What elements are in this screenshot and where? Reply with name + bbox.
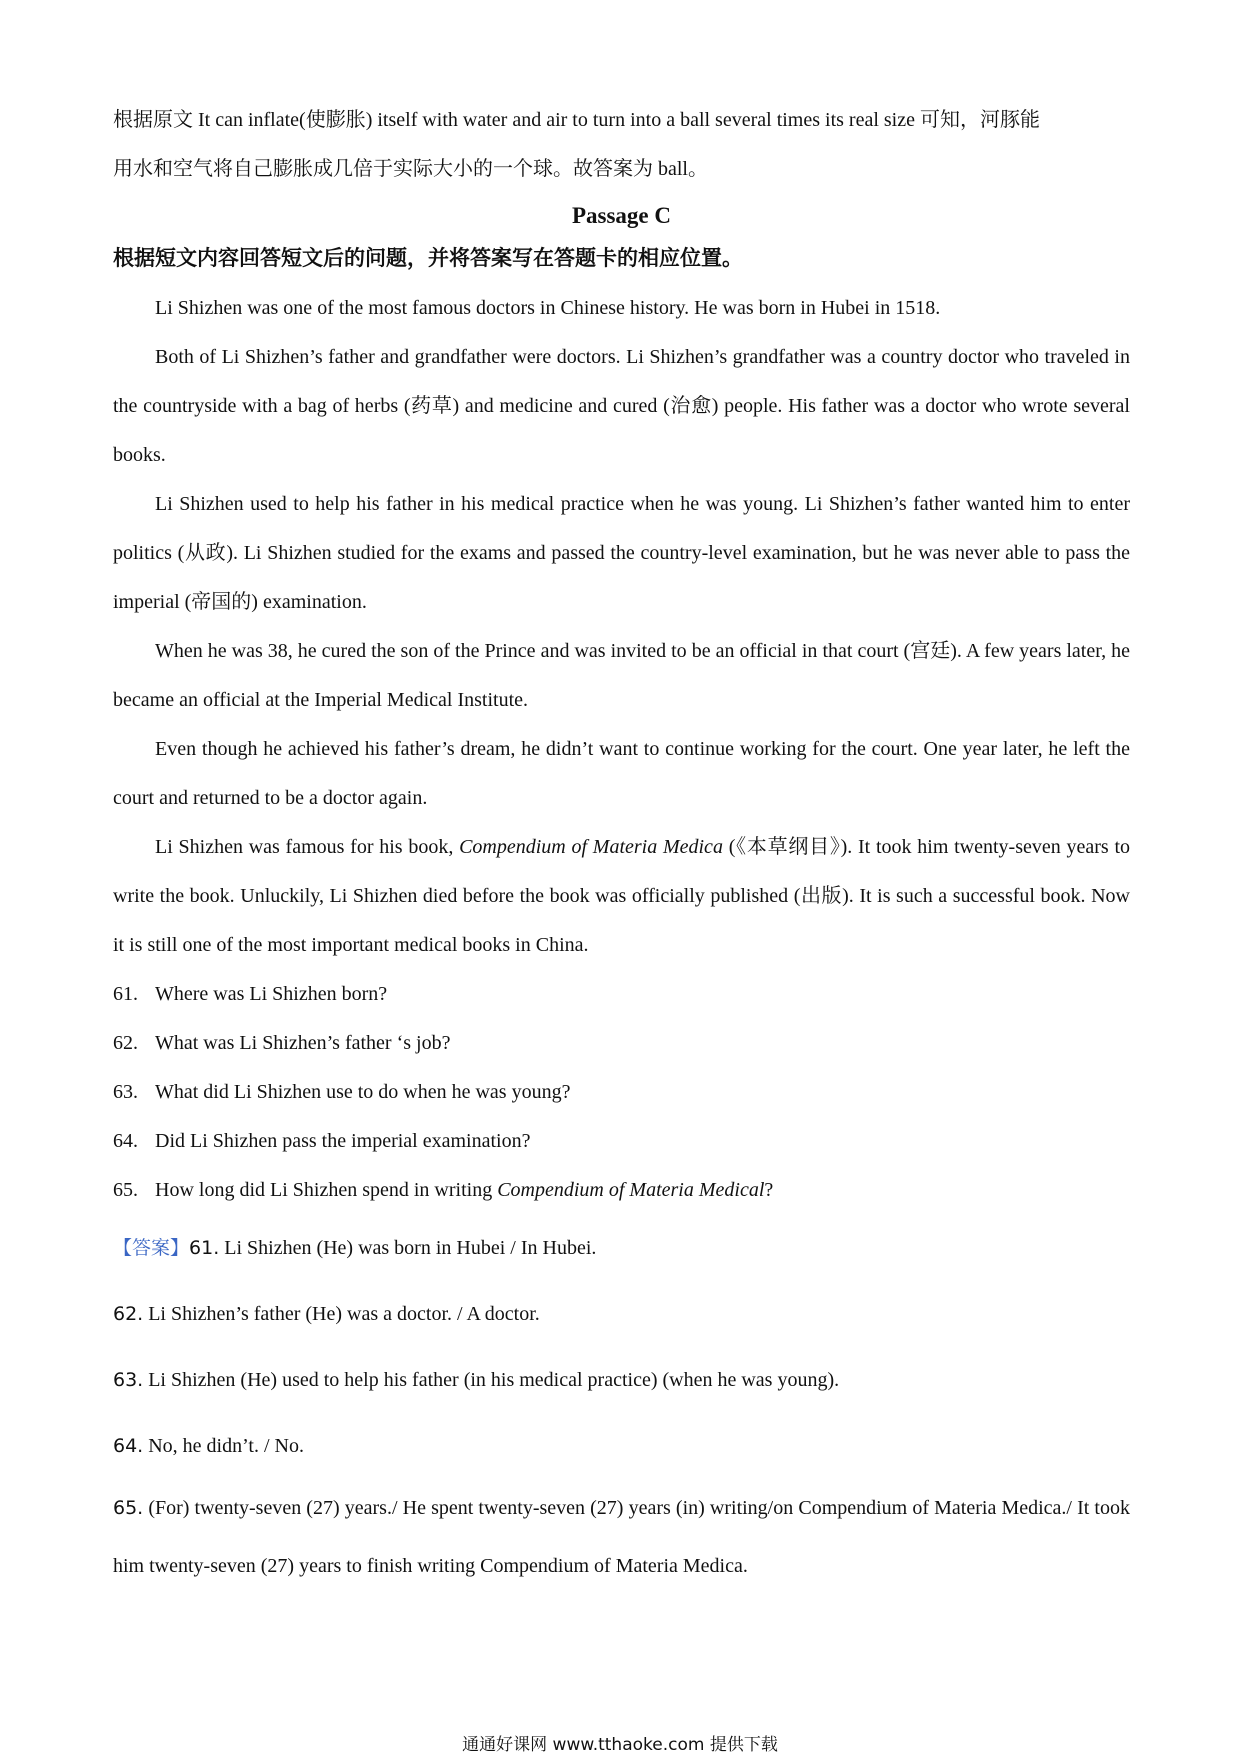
answer-text: Li Shizhen (He) was born in Hubei / In Hubei. [219,1237,597,1259]
question-text: What was Li Shizhen’s father ‘s job? [155,1032,451,1054]
paragraph [113,823,1130,970]
question-number: 64. [113,1130,138,1152]
answer-section [113,1215,1130,1595]
answer-text: (For) twenty-seven (27) years./ He spent twenty-seven (27) years (in) writing/on Compendium of Materia Medica./ It took him twenty-seven (27) years to finish writing Compendium of Materia Medica. [113,1497,1130,1577]
footer-watermark: 通通好课网 www.tthaoke.com 提供下载 [462,1735,778,1755]
book-title: Compendium of Materia Medica [459,836,723,858]
explanation-line-2: 用水和空气将自己膨胀成几倍于实际大小的一个球。故答案为 ball。 [113,158,708,180]
answer-number: 65. [113,1497,144,1519]
answer-tag: 【答案】 [113,1237,190,1259]
top-explanation [113,96,1130,194]
answer-item [113,1413,1130,1479]
question-number: 65. [113,1179,138,1201]
answer-number: 64. [113,1435,144,1457]
instruction-text: 根据短文内容回答短文后的问题，并将答案写在答题卡的相应位置。 [113,246,743,270]
answer-text: Li Shizhen (He) used to help his father (in his medical practice) (when he was young). [143,1369,840,1391]
question-item [113,1166,1130,1215]
paragraph-text: Li Shizhen was famous for his book, [155,836,460,858]
answer-text: No, he didn’t. / No. [143,1435,304,1457]
question-text: ? [764,1179,774,1201]
book-title: Compendium of Materia Medical [497,1179,765,1201]
paragraph: When he was 38, he cured the son of the Prince and was invited to be an official in that court (宫廷). A few years later, he became an official at the Imperial Medical Institute. [113,640,1130,711]
paragraph: Li Shizhen was one of the most famous doctors in Chinese history. He was born in Hubei in 1518. [155,297,941,319]
paragraph-text: (《本草纲目》). It took him twenty-seven years to write the book. Unluckily, Li Shizhen died before the book was officially published (出版). It is such a successful book. Now it is still one of the most important medical books in China. [113,836,1130,956]
paragraph: Li Shizhen used to help his father in his medical practice when he was young. Li Shizhen’s father wanted him to enter politics (从政). Li Shizhen studied for the exams and passed the country-level examination, but he was never able to pass the imperial (帝国的) examination. [113,493,1130,613]
passage-title: Passage C [571,203,672,228]
question-number: 63. [113,1081,138,1103]
answer-number: 62. [113,1303,144,1325]
question-number: 61. [113,983,138,1005]
answer-item [113,1281,1130,1347]
answer-text: Li Shizhen’s father (He) was a doctor. / A doctor. [143,1303,540,1325]
paragraph: Both of Li Shizhen’s father and grandfather were doctors. Li Shizhen’s grandfather was a country doctor who traveled in the countryside with a bag of herbs (药草) and medicine and cured (治愈) people. His father was a doctor who wrote several books. [113,346,1130,466]
answer-item [113,1479,1130,1595]
question-text: Where was Li Shizhen born? [155,983,388,1005]
question-item [113,1019,1130,1068]
question-item [113,970,1130,1019]
question-text: What did Li Shizhen use to do when he was young? [155,1081,571,1103]
question-text: How long did Li Shizhen spend in writing [155,1179,498,1201]
question-text: Did Li Shizhen pass the imperial examination? [155,1130,531,1152]
paragraph: Even though he achieved his father’s dream, he didn’t want to continue working for the court. One year later, he left the court and returned to be a doctor again. [113,738,1130,809]
passage-body [113,284,1130,970]
document-page [113,96,1130,1595]
question-number: 62. [113,1032,138,1054]
question-list [113,970,1130,1215]
explanation-line-1: 根据原文 It can inflate(使膨胀) itself with water and air to turn into a ball several times its real size 可知，河豚能 [113,109,1040,131]
question-item [113,1068,1130,1117]
answer-item [113,1347,1130,1413]
answer-number: 61. [189,1237,220,1259]
answer-item [113,1215,1130,1281]
answer-number: 63. [113,1369,144,1391]
question-item [113,1117,1130,1166]
